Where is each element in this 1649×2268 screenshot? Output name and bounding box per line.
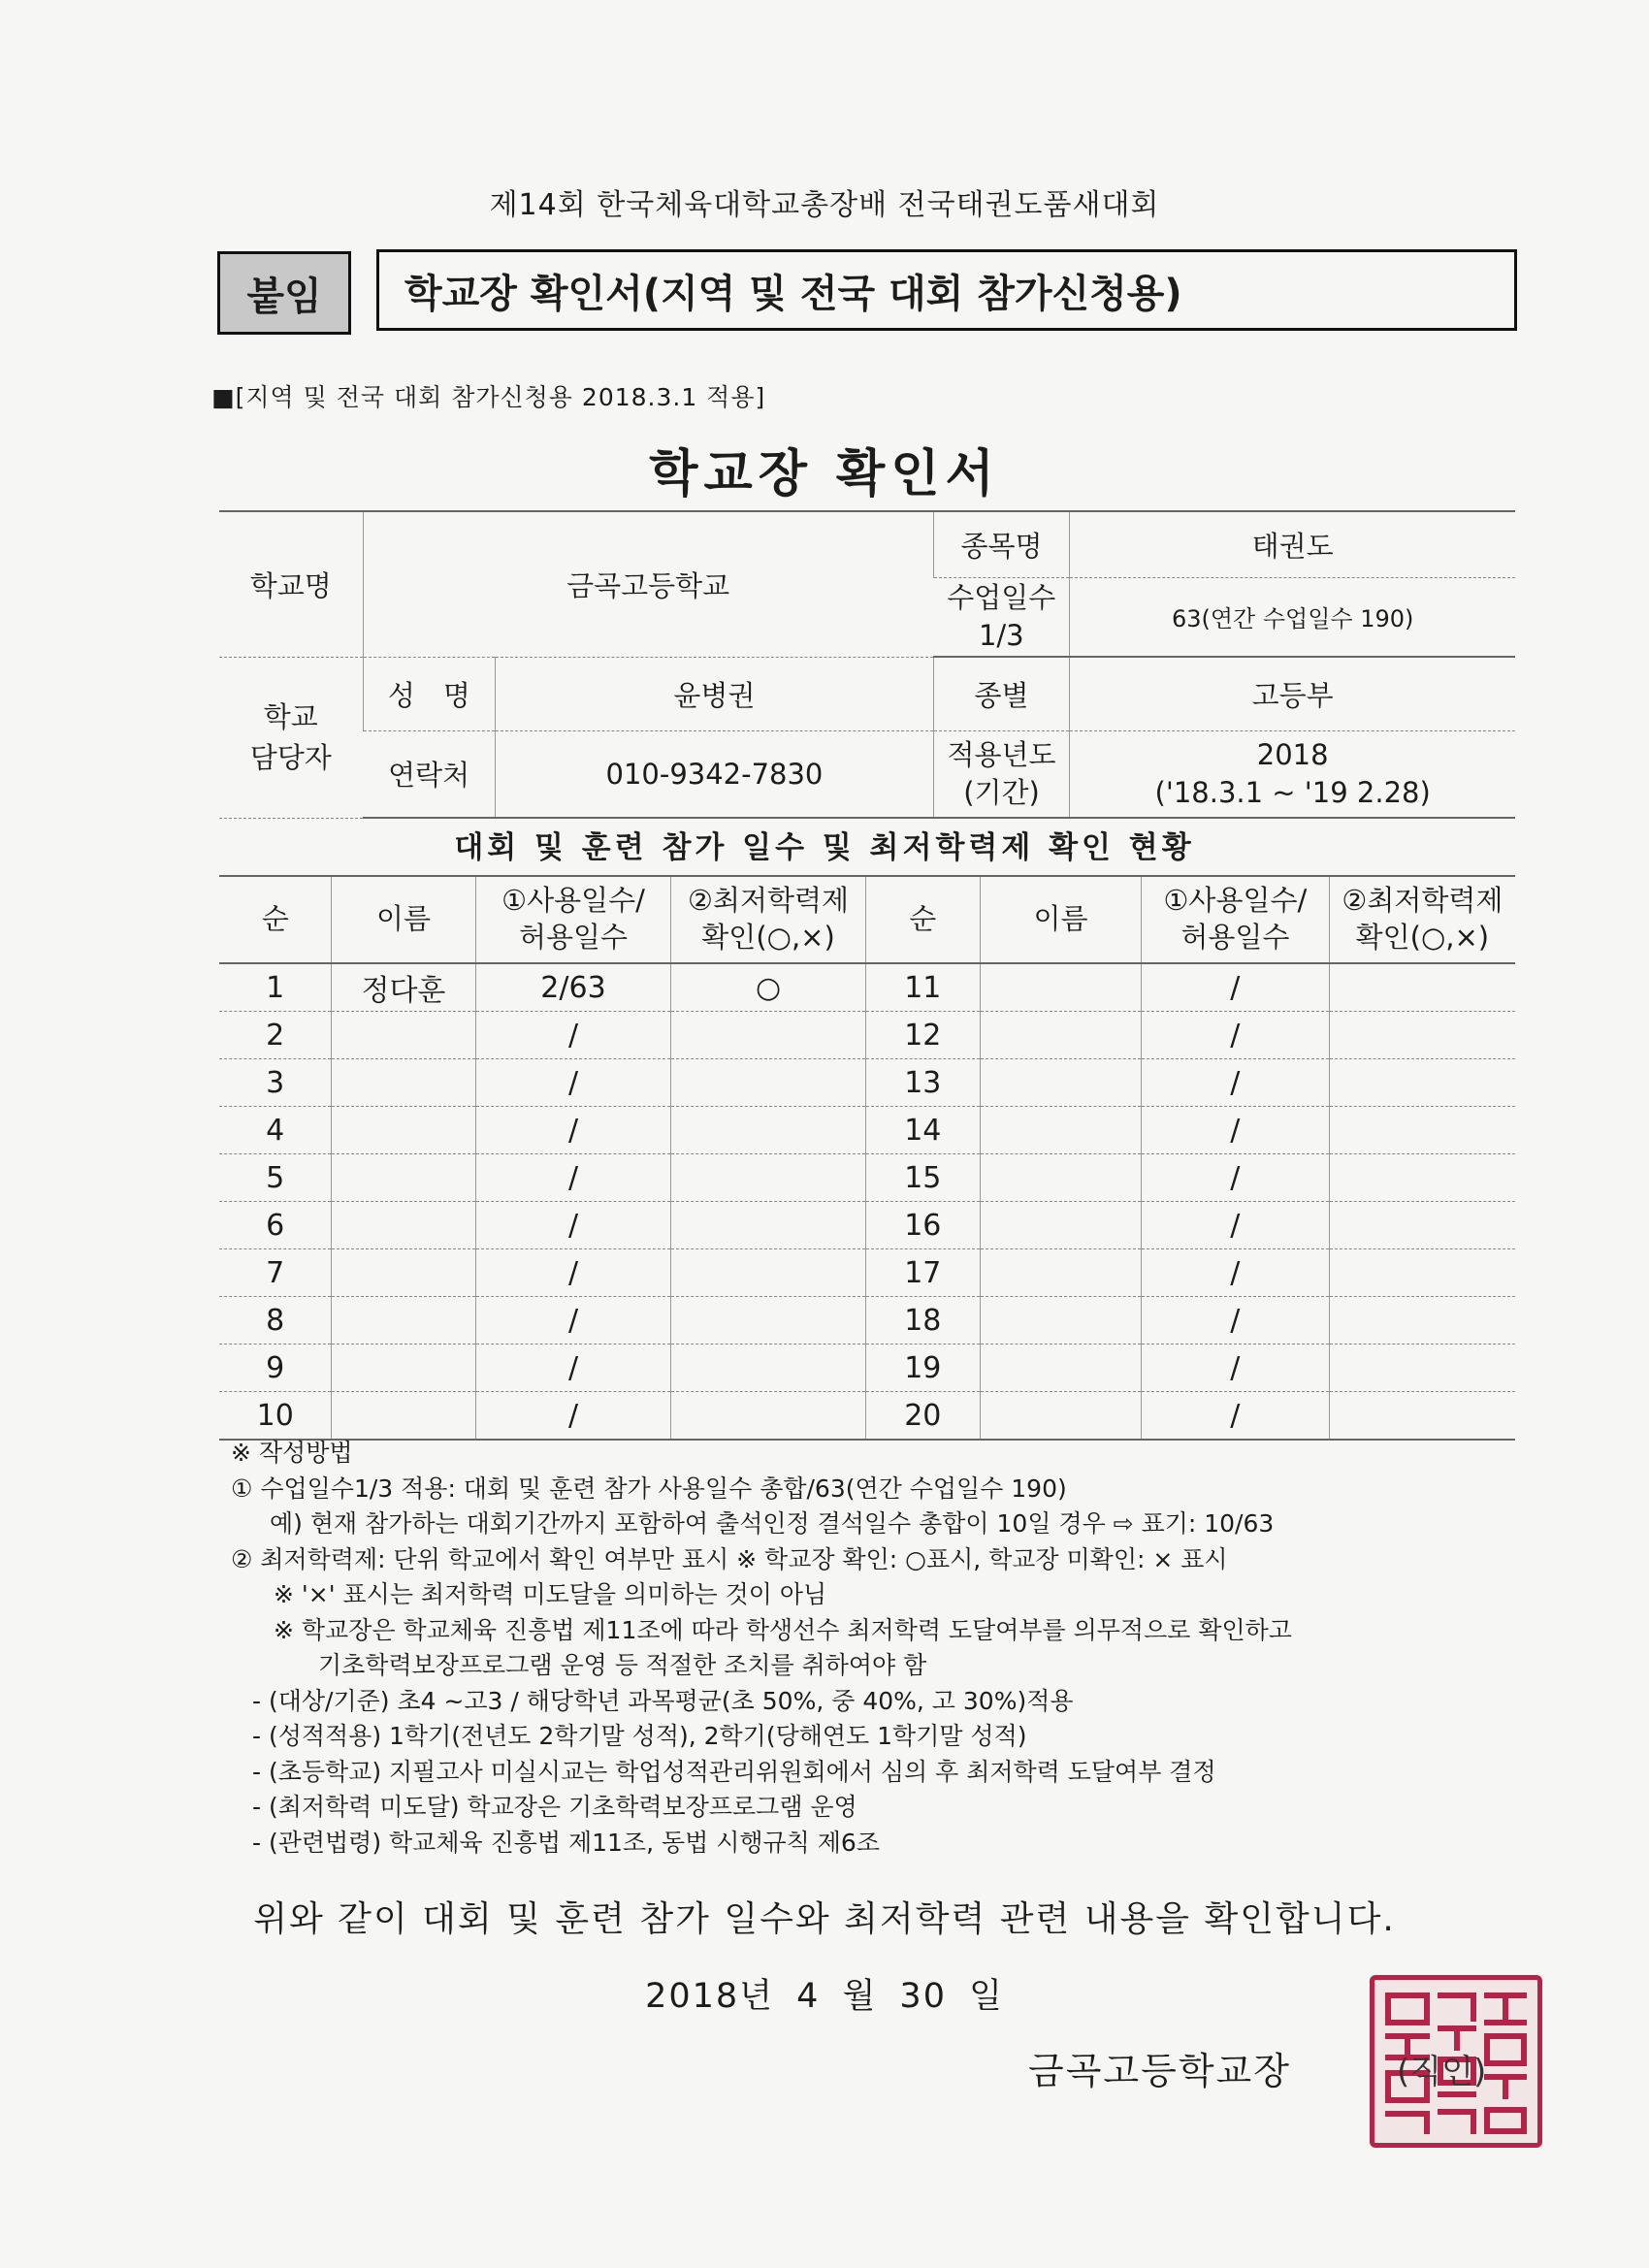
table-row xyxy=(219,1107,1515,1154)
row-days-right: / xyxy=(1141,1249,1329,1297)
note-2-remark-a: ※ '×' 표시는 최저학력 미도달을 의미하는 것이 아님 xyxy=(274,1580,827,1608)
note-detail-unmet: - (최저학력 미도달) 학교장은 기초학력보장프로그램 운영 xyxy=(252,1793,857,1821)
row-days-left: / xyxy=(475,1012,671,1059)
name-label: 성 명 xyxy=(363,657,496,730)
table-row xyxy=(219,1392,1515,1441)
row-no-right: 11 xyxy=(865,963,980,1012)
manager-label-line2: 담당자 xyxy=(249,741,332,774)
row-no-left: 10 xyxy=(219,1392,332,1441)
school-info-table xyxy=(219,510,1515,819)
header-check-left-line2: 확인(○,×) xyxy=(701,921,835,954)
row-days-right: / xyxy=(1141,1012,1329,1059)
header-check-right xyxy=(1329,876,1515,963)
row-check-left xyxy=(671,1059,865,1107)
row-name-left xyxy=(332,1107,475,1154)
table-row xyxy=(219,1297,1515,1345)
row-name-left xyxy=(332,1012,475,1059)
table-row xyxy=(219,1059,1515,1107)
row-name-left xyxy=(332,1059,475,1107)
table-row xyxy=(219,1249,1515,1297)
writing-instructions xyxy=(231,1436,1292,1861)
row-days-right: / xyxy=(1141,1107,1329,1154)
row-check-left xyxy=(671,1249,865,1297)
year-value-line1: 2018 xyxy=(1256,737,1329,771)
row-days-left: / xyxy=(475,1345,671,1392)
form-title-box xyxy=(376,249,1517,331)
manager-name: 윤병권 xyxy=(496,657,934,730)
row-name-right xyxy=(980,1249,1141,1297)
row-days-right: / xyxy=(1141,1392,1329,1441)
row-no-right: 20 xyxy=(865,1392,980,1441)
row-name-right xyxy=(980,963,1141,1012)
row-no-right: 17 xyxy=(865,1249,980,1297)
row-no-right: 15 xyxy=(865,1154,980,1202)
contact-value: 010-9342-7830 xyxy=(496,730,934,818)
row-check-right xyxy=(1329,1202,1515,1249)
row-check-right xyxy=(1329,1297,1515,1345)
row-name-left xyxy=(332,1297,475,1345)
row-name-right xyxy=(980,1392,1141,1441)
division-label: 종별 xyxy=(933,657,1070,730)
table-row xyxy=(219,963,1515,1012)
header-check-left xyxy=(671,876,865,963)
year-label-line2: (기간) xyxy=(963,775,1040,809)
row-check-right xyxy=(1329,1249,1515,1297)
row-no-right: 18 xyxy=(865,1297,980,1345)
row-name-right xyxy=(980,1345,1141,1392)
row-days-left: / xyxy=(475,1154,671,1202)
row-check-left xyxy=(671,1202,865,1249)
header-no-right: 순 xyxy=(865,876,980,963)
attachment-tag: 붙임 xyxy=(217,251,351,335)
row-days-right: / xyxy=(1141,1345,1329,1392)
status-table xyxy=(219,875,1515,1441)
row-name-right xyxy=(980,1154,1141,1202)
seal-label: (직인) xyxy=(1397,2053,1487,2091)
header-days-left xyxy=(475,876,671,963)
table-row xyxy=(219,1345,1515,1392)
row-days-right: / xyxy=(1141,963,1329,1012)
division-value: 고등부 xyxy=(1070,657,1515,730)
class-days-label xyxy=(933,577,1070,657)
row-no-right: 12 xyxy=(865,1012,980,1059)
contact-label: 연락처 xyxy=(363,730,496,818)
row-name-right xyxy=(980,1107,1141,1154)
row-no-left: 2 xyxy=(219,1012,332,1059)
row-check-right xyxy=(1329,1012,1515,1059)
row-no-right: 16 xyxy=(865,1202,980,1249)
year-label-line1: 적용년도 xyxy=(947,737,1056,771)
school-name: 금곡고등학교 xyxy=(363,511,933,657)
row-name-left xyxy=(332,1345,475,1392)
event-value: 태권도 xyxy=(1070,511,1515,577)
header-days-right xyxy=(1141,876,1329,963)
event-label: 종목명 xyxy=(933,511,1070,577)
row-check-right xyxy=(1329,1392,1515,1441)
note-1-example: 예) 현재 참가하는 대회기간까지 포함하여 출석인정 결석일수 총합이 10일 경우 ⇨ 표기: 10/63 xyxy=(270,1509,1275,1538)
class-days-label-line2: 1/3 xyxy=(978,618,1024,652)
row-check-left: ○ xyxy=(671,963,865,1012)
header-name-left: 이름 xyxy=(332,876,475,963)
header-days-left-line2: 허용일수 xyxy=(518,921,629,954)
header-check-right-line1: ②최저학력제 xyxy=(1342,884,1504,918)
manager-label xyxy=(219,657,363,818)
row-no-left: 5 xyxy=(219,1154,332,1202)
row-days-right: / xyxy=(1141,1154,1329,1202)
note-2-remark-b: ※ 학교장은 학교체육 진흥법 제11조에 따라 학생선수 최저학력 도달여부를 의무적으로 확인하고 xyxy=(274,1615,1292,1644)
row-no-left: 7 xyxy=(219,1249,332,1297)
principal-signature: 금곡고등학교장 xyxy=(1028,2050,1291,2092)
apply-note: ■[지역 및 전국 대회 참가신청용 2018.3.1 적용] xyxy=(211,383,766,411)
row-name-left xyxy=(332,1202,475,1249)
row-no-left: 1 xyxy=(219,963,332,1012)
note-detail-grades: - (성적적용) 1학기(전년도 2학기말 성적), 2학기(당해연도 1학기말 성적) xyxy=(252,1722,1027,1750)
form-title: 학교장 확인서(지역 및 전국 대회 참가신청용) xyxy=(404,271,1182,316)
class-days-label-line1: 수업일수 xyxy=(947,580,1056,614)
row-check-left xyxy=(671,1012,865,1059)
row-check-right xyxy=(1329,963,1515,1012)
row-check-left xyxy=(671,1392,865,1441)
row-no-left: 6 xyxy=(219,1202,332,1249)
row-check-left xyxy=(671,1154,865,1202)
manager-label-line1: 학교 xyxy=(263,699,318,733)
row-days-right: / xyxy=(1141,1297,1329,1345)
row-check-left xyxy=(671,1107,865,1154)
status-title: 대회 및 훈련 참가 일수 및 최저학력제 확인 현황 xyxy=(454,830,1195,865)
notes-heading: ※ 작성방법 xyxy=(231,1439,353,1467)
row-name-left xyxy=(332,1392,475,1441)
row-check-right xyxy=(1329,1345,1515,1392)
year-value xyxy=(1070,730,1515,818)
row-days-right: / xyxy=(1141,1059,1329,1107)
header-days-left-line1: ①사용일수/ xyxy=(501,884,645,918)
row-days-right: / xyxy=(1141,1202,1329,1249)
header-name-right: 이름 xyxy=(980,876,1141,963)
row-name-right xyxy=(980,1202,1141,1249)
class-days-value: 63(연간 수업일수 190) xyxy=(1070,577,1515,657)
school-name-label: 학교명 xyxy=(219,511,363,657)
header-check-left-line1: ②최저학력제 xyxy=(688,884,850,918)
row-name-left xyxy=(332,1154,475,1202)
row-days-left: / xyxy=(475,1297,671,1345)
row-days-left: / xyxy=(475,1059,671,1107)
header-days-right-line1: ①사용일수/ xyxy=(1163,884,1308,918)
row-no-left: 8 xyxy=(219,1297,332,1345)
row-name-right xyxy=(980,1297,1141,1345)
table-row xyxy=(219,1154,1515,1202)
row-no-left: 9 xyxy=(219,1345,332,1392)
table-row xyxy=(219,1202,1515,1249)
row-name-right xyxy=(980,1012,1141,1059)
row-days-left: / xyxy=(475,1107,671,1154)
row-days-left: / xyxy=(475,1249,671,1297)
document-title: 학교장 확인서 xyxy=(649,445,1000,503)
note-2: ② 최저학력제: 단위 학교에서 확인 여부만 표시 ※ 학교장 확인: ○표시, 학교장 미확인: × 표시 xyxy=(231,1544,1228,1573)
row-check-left xyxy=(671,1345,865,1392)
row-no-left: 4 xyxy=(219,1107,332,1154)
note-2-remark-b-cont: 기초학력보장프로그램 운영 등 적절한 조치를 취하여야 함 xyxy=(318,1651,927,1679)
year-value-line2: ('18.3.1 ~ '19 2.28) xyxy=(1154,775,1431,809)
note-detail-target: - (대상/기준) 초4 ~고3 / 해당학년 과목평균(초 50%, 중 40%, 고 30%)적용 xyxy=(252,1686,1074,1715)
row-name-right xyxy=(980,1059,1141,1107)
header-check-right-line2: 확인(○,×) xyxy=(1355,921,1490,954)
row-no-left: 3 xyxy=(219,1059,332,1107)
note-detail-elementary: - (초등학교) 지필고사 미실시교는 학업성적관리위원회에서 심의 후 최저학력 도달여부 결정 xyxy=(252,1757,1216,1786)
row-days-left: / xyxy=(475,1202,671,1249)
row-name-left xyxy=(332,1249,475,1297)
row-no-right: 19 xyxy=(865,1345,980,1392)
row-days-left: / xyxy=(475,1392,671,1441)
row-check-right xyxy=(1329,1107,1515,1154)
row-name-left: 정다훈 xyxy=(332,963,475,1012)
year-label xyxy=(933,730,1070,818)
row-no-right: 13 xyxy=(865,1059,980,1107)
event-title: 제14회 한국체육대학교총장배 전국태권도품새대회 xyxy=(489,188,1160,222)
header-no-left: 순 xyxy=(219,876,332,963)
issue-date: 2018년 4 월 30 일 xyxy=(645,1977,1004,2016)
row-check-right xyxy=(1329,1154,1515,1202)
row-check-right xyxy=(1329,1059,1515,1107)
table-row xyxy=(219,1012,1515,1059)
note-detail-law: - (관련법령) 학교체육 진흥법 제11조, 동법 시행규칙 제6조 xyxy=(252,1828,880,1857)
row-days-left: 2/63 xyxy=(475,963,671,1012)
row-no-right: 14 xyxy=(865,1107,980,1154)
header-days-right-line2: 허용일수 xyxy=(1180,921,1290,954)
row-check-left xyxy=(671,1297,865,1345)
confirm-statement: 위와 같이 대회 및 훈련 참가 일수와 최저학력 관련 내용을 확인합니다. xyxy=(253,1899,1396,1939)
note-1: ① 수업일수1/3 적용: 대회 및 훈련 참가 사용일수 총합/63(연간 수업일수 190) xyxy=(231,1474,1067,1503)
